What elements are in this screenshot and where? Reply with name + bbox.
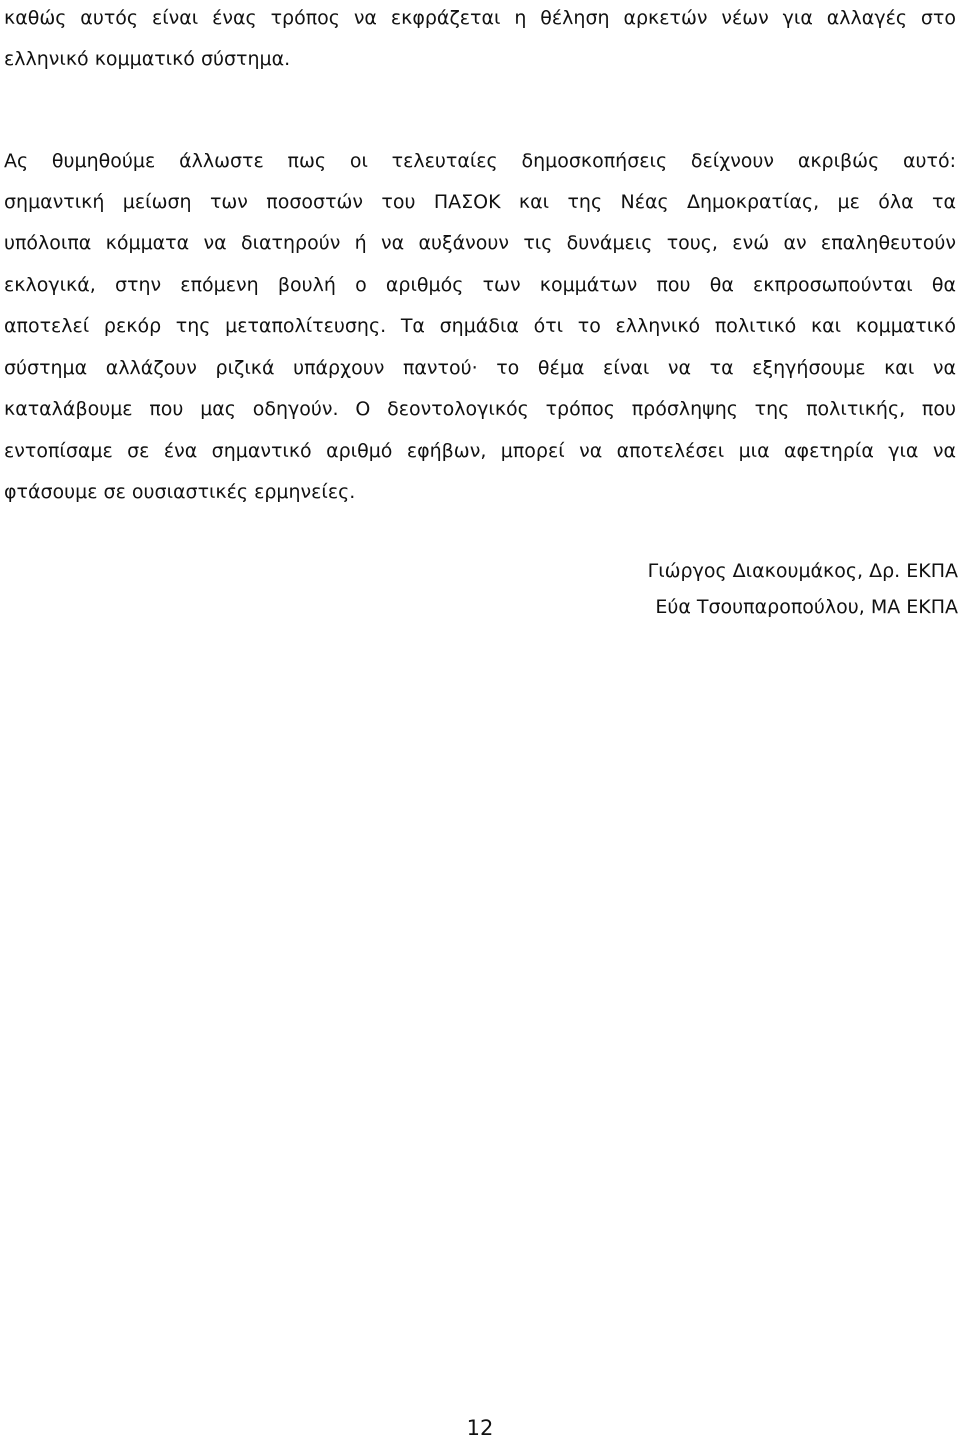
paragraph-2-line-6: σύστημα αλλάζουν ριζικά υπάρχουν παντού· το θέμα είναι να τα εξηγήσουμε και να: [4, 357, 956, 379]
paragraph-2-line-2: σημαντική μείωση των ποσοστών του ΠΑΣΟΚ και της Νέας Δημοκρατίας, με όλα τα: [4, 191, 956, 213]
paragraph-2-line-1: Ας θυμηθούμε άλλωστε πως οι τελευταίες δημοσκοπήσεις δείχνουν ακριβώς αυτό:: [4, 150, 956, 172]
paragraph-2-line-4: εκλογικά, στην επόμενη βουλή ο αριθμός των κομμάτων που θα εκπροσωπούνται θα: [4, 274, 956, 296]
page-number: 12: [466, 1416, 494, 1440]
signature-author-2: Εύα Τσουπαροπούλου, ΜΑ ΕΚΠΑ: [655, 596, 958, 618]
paragraph-2-line-7: καταλάβουμε που μας οδηγούν. Ο δεοντολογικός τρόπος πρόσληψης της πολιτικής, που: [4, 398, 956, 420]
paragraph-1-line-2: ελληνικό κομματικό σύστημα.: [4, 48, 291, 70]
paragraph-2-line-8: εντοπίσαμε σε ένα σημαντικό αριθμό εφήβων, μπορεί να αποτελέσει μια αφετηρία για να: [4, 440, 956, 462]
paragraph-1-line-1: καθώς αυτός είναι ένας τρόπος να εκφράζεται η θέληση αρκετών νέων για αλλαγές στο: [4, 7, 956, 29]
signature-author-1: Γιώργος Διακουμάκος, Δρ. ΕΚΠΑ: [647, 560, 958, 582]
paragraph-2-line-5: αποτελεί ρεκόρ της μεταπολίτευσης. Τα σημάδια ότι το ελληνικό πολιτικό και κομματικό: [4, 315, 956, 337]
paragraph-2-line-9: φτάσουμε σε ουσιαστικές ερμηνείες.: [4, 481, 356, 503]
paragraph-2-line-3: υπόλοιπα κόμματα να διατηρούν ή να αυξάνουν τις δυνάμεις τους, ενώ αν επαληθευτούν: [4, 232, 956, 254]
